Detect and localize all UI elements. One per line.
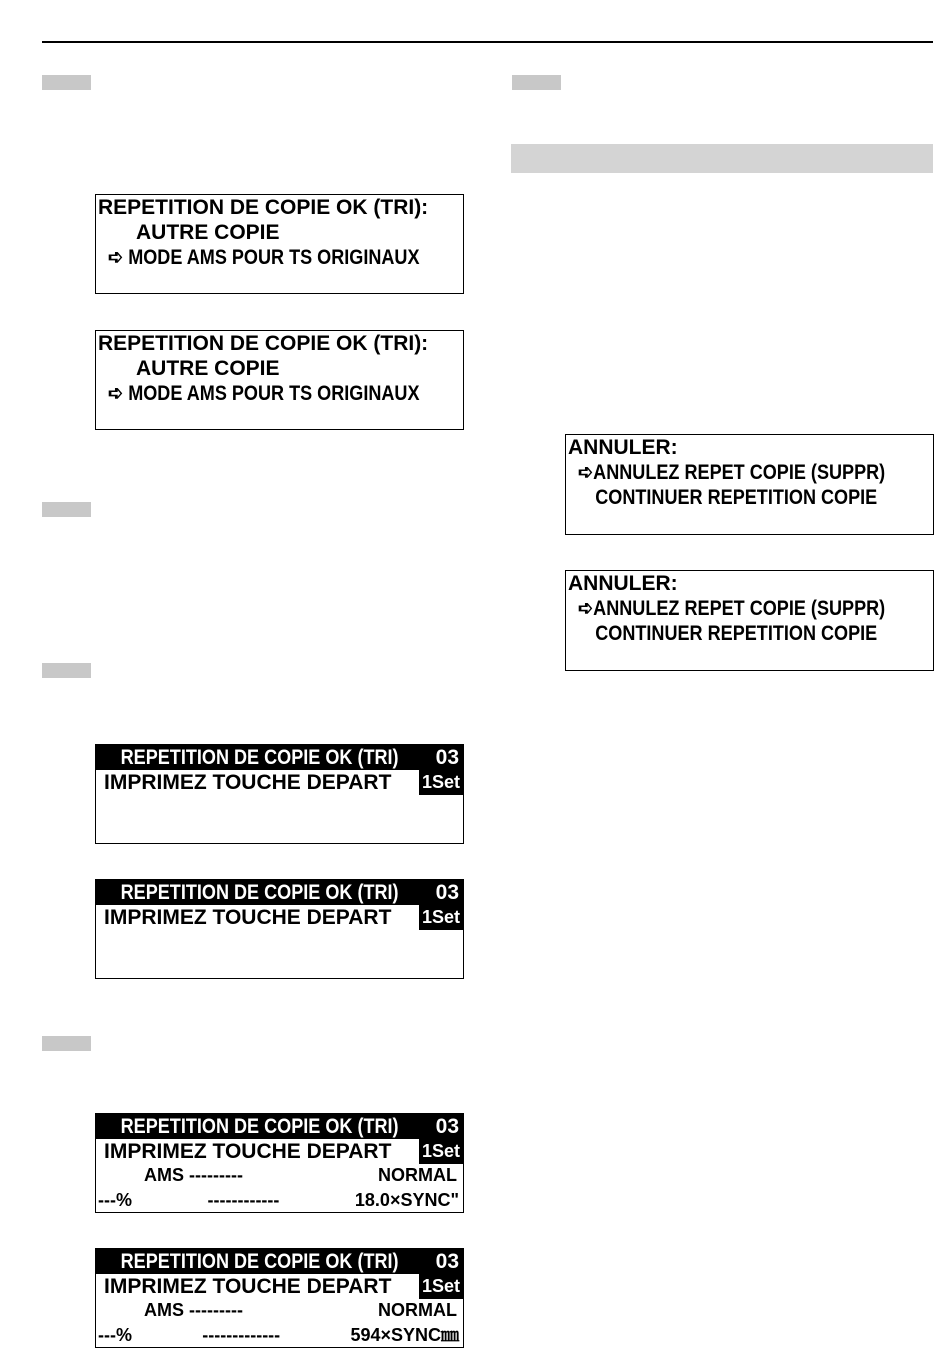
lcd-option-ams — [96, 381, 420, 406]
set-indicator: 1Set — [419, 770, 463, 795]
dash-line: ------------ — [207, 1190, 280, 1210]
copy-count: 03 — [435, 881, 459, 904]
set-indicator: 1Set — [419, 905, 463, 930]
start-message: IMPRIMEZ TOUCHE DEPART — [104, 906, 392, 929]
lcd-status — [95, 744, 464, 844]
ams-label: AMS --------- — [144, 1165, 243, 1185]
status-title: REPETITION DE COPIE OK (TRI) — [120, 881, 399, 904]
lcd-cancel — [565, 570, 934, 671]
exposure-normal: NORMAL — [378, 1300, 457, 1320]
lcd-status-full — [95, 1113, 464, 1213]
set-indicator: 1Set — [419, 1274, 463, 1299]
lcd-option-other-copy: AUTRE COPIE — [136, 357, 280, 380]
cancel-delete-label: ANNULEZ REPET COPIE (SUPPR) — [593, 461, 886, 484]
lcd-mode-line — [96, 1299, 463, 1324]
lcd-title: REPETITION DE COPIE OK (TRI): — [98, 332, 429, 355]
set-indicator: 1Set — [419, 1139, 463, 1164]
lcd-status-message — [96, 905, 463, 930]
status-title: REPETITION DE COPIE OK (TRI) — [120, 1250, 399, 1273]
lcd-cancel-option-continue: CONTINUER REPETITION COPIE — [595, 486, 878, 509]
section-bar — [511, 144, 933, 173]
start-message: IMPRIMEZ TOUCHE DEPART — [104, 1275, 392, 1298]
lcd-status-title — [96, 745, 463, 770]
lcd-status-message — [96, 770, 463, 795]
lcd-cancel-option-continue: CONTINUER REPETITION COPIE — [595, 622, 878, 645]
arrow-icon: ➪ — [578, 597, 594, 620]
lcd-cancel-option-delete — [566, 596, 886, 621]
lcd-status-title — [96, 880, 463, 905]
lcd-status-full-metric — [95, 1248, 464, 1348]
lcd-status-message — [96, 1274, 463, 1299]
exposure-normal: NORMAL — [378, 1165, 457, 1185]
status-title: REPETITION DE COPIE OK (TRI) — [120, 746, 399, 769]
lcd-size-line — [96, 1189, 463, 1213]
header-rule — [42, 41, 933, 43]
lcd-repeat-ok-inch — [95, 330, 464, 430]
step-marker — [42, 75, 91, 90]
arrow-icon: ➪ — [108, 246, 124, 269]
lcd-title: REPETITION DE COPIE OK (TRI): — [98, 196, 429, 219]
lcd-option-other-copy: AUTRE COPIE — [136, 221, 280, 244]
zoom-value: ---% — [98, 1325, 132, 1345]
zoom-value: ---% — [98, 1190, 132, 1210]
lcd-cancel-title: ANNULER: — [568, 572, 678, 595]
lcd-status-title — [96, 1114, 463, 1139]
lcd-cancel-option-delete — [566, 460, 886, 485]
copy-count: 03 — [435, 746, 459, 769]
arrow-icon: ➪ — [578, 461, 594, 484]
arrow-icon: ➪ — [108, 382, 124, 405]
ams-label: AMS --------- — [144, 1300, 243, 1320]
paper-size: 18.0×SYNC" — [354, 1190, 459, 1210]
lcd-size-line — [96, 1324, 463, 1348]
paper-size: 594×SYNC㎜ — [350, 1325, 459, 1345]
step-marker — [42, 502, 91, 517]
status-title: REPETITION DE COPIE OK (TRI) — [120, 1115, 399, 1138]
copy-count: 03 — [435, 1115, 459, 1138]
lcd-mode-line — [96, 1164, 463, 1189]
lcd-option-ams-label: MODE AMS POUR TS ORIGINAUX — [128, 246, 420, 269]
lcd-cancel-title: ANNULER: — [568, 436, 678, 459]
lcd-cancel — [565, 434, 934, 535]
start-message: IMPRIMEZ TOUCHE DEPART — [104, 1140, 392, 1163]
lcd-option-ams-label: MODE AMS POUR TS ORIGINAUX — [128, 382, 420, 405]
lcd-option-ams — [96, 245, 420, 270]
copy-count: 03 — [435, 1250, 459, 1273]
cancel-delete-label: ANNULEZ REPET COPIE (SUPPR) — [593, 597, 886, 620]
lcd-status — [95, 879, 464, 979]
step-marker — [42, 663, 91, 678]
step-marker — [42, 1036, 91, 1051]
lcd-status-message — [96, 1139, 463, 1164]
step-marker — [512, 75, 561, 90]
lcd-repeat-ok — [95, 194, 464, 294]
start-message: IMPRIMEZ TOUCHE DEPART — [104, 771, 392, 794]
lcd-status-title — [96, 1249, 463, 1274]
dash-line: ------------- — [202, 1325, 281, 1345]
